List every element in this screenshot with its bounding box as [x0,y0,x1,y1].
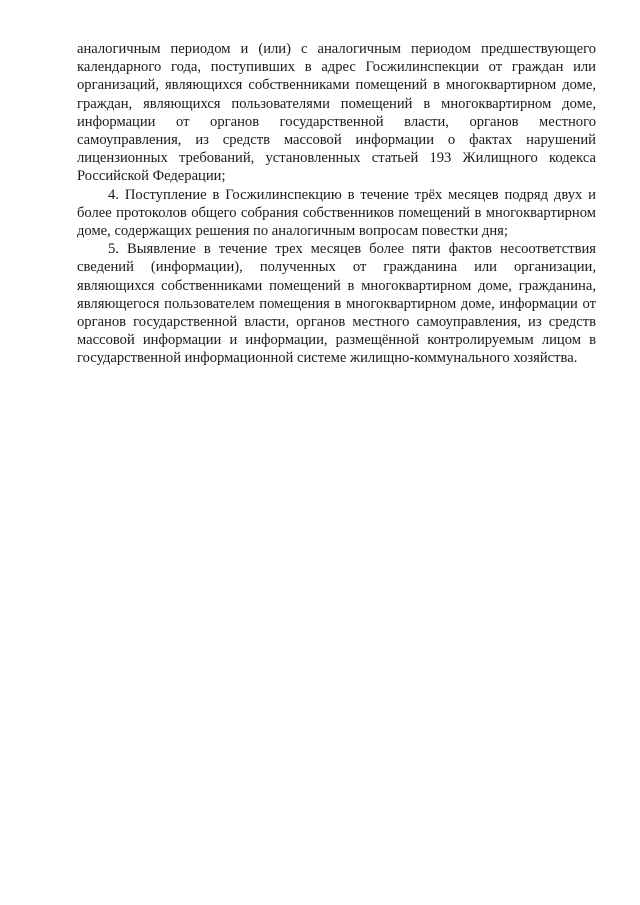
paragraph-continuation: аналогичным периодом и (или) с аналогичным периодом предшествующего календарного года, поступивших в адрес Госжилинспекции от граждан или организаций, являющихся собственниками помещений в многоквартирном доме, граждан, являющихся пользователями помещений в многоквартирном доме, информации от органов государственной власти, органов местного самоуправления, из средств массовой информации о фактах нарушений лицензионных требований, установленных статьей 193 Жилищного кодекса Российской Федерации; [77,41,596,185]
document-body [77,40,596,368]
paragraph-item-4: 4. Поступление в Госжилинспекцию в течение трёх месяцев подряд двух и более протоколов общего собрания собственников помещений в многоквартирном доме, содержащих решения по аналогичным вопросам повестки дня; [77,186,596,240]
paragraph-item-5: 5. Выявление в течение трех месяцев более пяти фактов несоответствия сведений (информации), полученных от гражданина или организации, являющихся собственниками помещений в многоквартирном доме, гражданина, являющегося пользователем помещения в многоквартирном доме, информации от органов государственной власти, органов местного самоуправления, из средств массовой информации и информации, размещённой контролируемым лицом в государственной информационной системе жилищно-коммунального хозяйства. [77,241,596,367]
